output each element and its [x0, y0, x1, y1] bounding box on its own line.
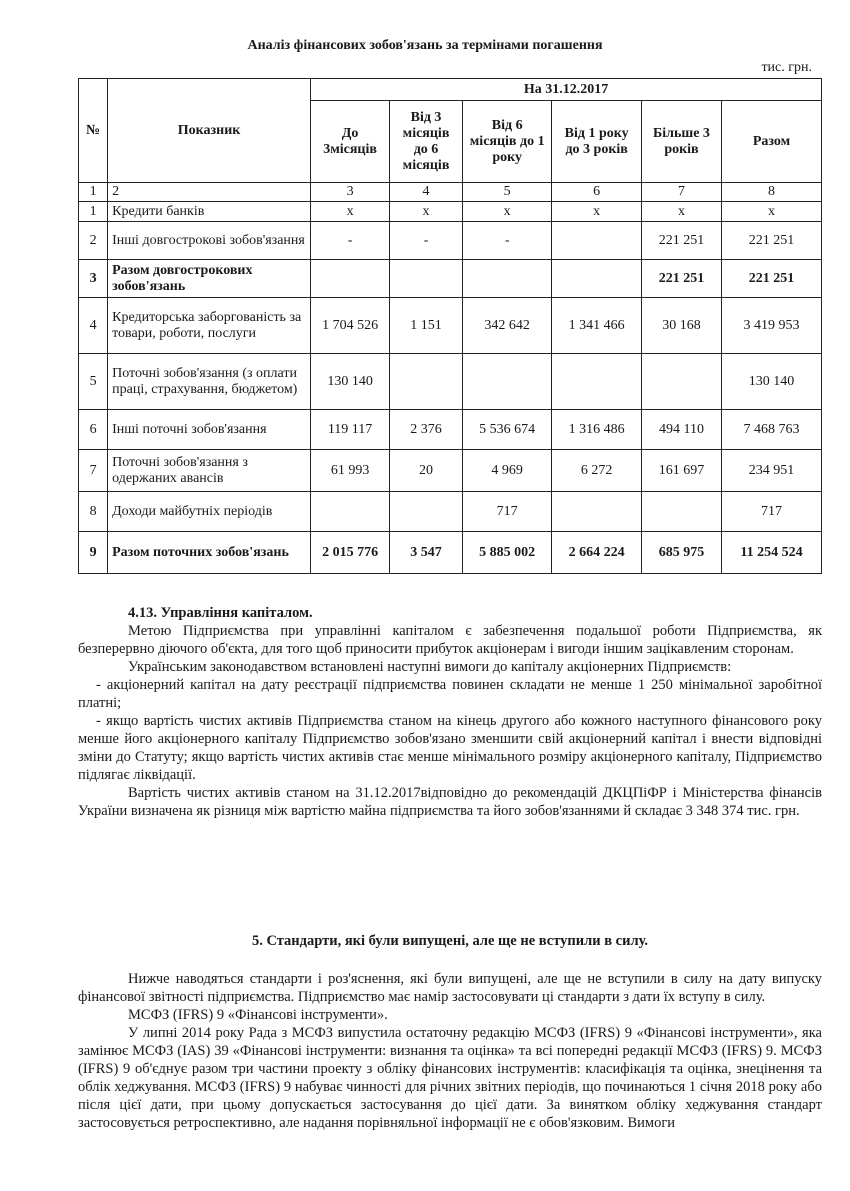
index-cell: 7: [641, 183, 721, 202]
table-row: [79, 450, 822, 492]
cell: 685 975: [641, 532, 721, 574]
bullet-item: - акціонерний капітал на дату реєстрації підприємства повинен складати не менше 1 250 мінімальної заробітної платні;: [78, 677, 822, 711]
cell: [390, 260, 463, 298]
row-no: 4: [79, 298, 108, 354]
header-date: На 31.12.2017: [311, 79, 822, 101]
index-cell: 6: [552, 183, 641, 202]
section-5: [78, 932, 822, 1132]
cell: 1 341 466: [552, 298, 641, 354]
row-name: Поточні зобов'язання з одержаних авансів: [108, 450, 311, 492]
table-row: [79, 202, 822, 222]
cell: [552, 260, 641, 298]
cell: 30 168: [641, 298, 721, 354]
index-cell: 2: [108, 183, 311, 202]
index-cell: 8: [722, 183, 822, 202]
cell: 2 015 776: [311, 532, 390, 574]
paragraph: МСФЗ (IFRS) 9 «Фінансові інструменти».: [128, 1007, 388, 1023]
cell: 1 316 486: [552, 410, 641, 450]
cell: 2 376: [390, 410, 463, 450]
cell: 6 272: [552, 450, 641, 492]
cell: 717: [722, 492, 822, 532]
cell: [641, 354, 721, 410]
cell: -: [311, 222, 390, 260]
cell: [390, 492, 463, 532]
cell: 5 885 002: [462, 532, 551, 574]
table-row: [79, 260, 822, 298]
row-no: 5: [79, 354, 108, 410]
table-row: [79, 222, 822, 260]
header-indicator: Показник: [108, 79, 311, 183]
index-cell: 3: [311, 183, 390, 202]
index-cell: 5: [462, 183, 551, 202]
table-row: [79, 410, 822, 450]
index-cell: 4: [390, 183, 463, 202]
cell: 7 468 763: [722, 410, 822, 450]
cell: 234 951: [722, 450, 822, 492]
row-name: Разом поточних зобов'язань: [108, 532, 311, 574]
cell: 221 251: [722, 260, 822, 298]
cell: 3 547: [390, 532, 463, 574]
section-heading: 4.13. Управління капіталом.: [128, 605, 313, 621]
section-heading: 5. Стандарти, які були випущені, але ще не вступили в силу.: [251, 933, 649, 949]
cell: 130 140: [311, 354, 390, 410]
paragraph: Українським законодавством встановлені наступні вимоги до капіталу акціонерних Підприємств:: [128, 659, 732, 675]
cell: x: [641, 202, 721, 222]
row-no: 7: [79, 450, 108, 492]
index-row: [79, 183, 822, 202]
cell: x: [462, 202, 551, 222]
cell: 494 110: [641, 410, 721, 450]
cell: 1 704 526: [311, 298, 390, 354]
cell: [641, 492, 721, 532]
cell: [462, 354, 551, 410]
header-no: №: [79, 79, 108, 183]
cell: [311, 492, 390, 532]
cell: 717: [462, 492, 551, 532]
header-col-4: Від 1 року до 3 років: [552, 101, 641, 183]
cell: x: [552, 202, 641, 222]
cell: [552, 222, 641, 260]
cell: 3 419 953: [722, 298, 822, 354]
cell: 1 151: [390, 298, 463, 354]
cell: x: [390, 202, 463, 222]
row-name: Інші поточні зобов'язання: [108, 410, 311, 450]
row-name: Інші довгострокові зобов'язання: [108, 222, 311, 260]
cell: -: [462, 222, 551, 260]
paragraph: У липні 2014 року Рада з МСФЗ випустила остаточну редакцію МСФЗ (IFRS) 9 «Фінансові інструменти», яка замінює МСФЗ (IAS) 39 «Фінансові інструменти: визнання та оцінка» та всі попередні редакції МСФЗ (IFRS) 9. МСФЗ (IFRS) 9 об'єднує разом три частини проекту з обліку фінансових інструментів: класифікація та оцінка, знецінення та облік хеджування. МСФЗ (IFRS) 9 набуває чинності для річних звітних періодів, що починаються 1 січня 2018 року або після цієї дати, при цьому допускається застосування до цієї дати. За винятком обліку хеджування стандарт застосовується ретроспективно, але надання порівняльної інформації не є обов'язковим. Вимоги: [78, 1025, 822, 1131]
cell: [390, 354, 463, 410]
cell: 5 536 674: [462, 410, 551, 450]
row-name: Поточні зобов'язання (з оплати праці, страхування, бюджетом): [108, 354, 311, 410]
cell: 20: [390, 450, 463, 492]
header-col-3: Від 6 місяців до 1 року: [462, 101, 551, 183]
table-title: Аналіз фінансових зобов'язань за термінами погашення: [247, 38, 603, 53]
bullet-item: - якщо вартість чистих активів Підприємства станом на кінець другого або кожного наступного фінансового року менше його акціонерного капіталу Підприємство зобов'язано зменшити свій акціонерний капітал і внести відповідні зміни до Статуту; якщо вартість чистих активів стає менше мінімального розміру акціонерного капіталу, Підприємство підлягає ліквідації.: [78, 713, 822, 783]
header-col-6: Разом: [722, 101, 822, 183]
row-name: Кредити банків: [108, 202, 311, 222]
cell: x: [722, 202, 822, 222]
cell: 4 969: [462, 450, 551, 492]
section-4-13: [78, 604, 822, 820]
header-col-2: Від 3 місяців до 6 місяців: [390, 101, 463, 183]
row-name: Разом довгострокових зобов'язань: [108, 260, 311, 298]
cell: 130 140: [722, 354, 822, 410]
table-row: [79, 532, 822, 574]
cell: [552, 492, 641, 532]
row-name: Кредиторська заборгованість за товари, роботи, послуги: [108, 298, 311, 354]
cell: 221 251: [722, 222, 822, 260]
paragraph: Нижче наводяться стандарти і роз'яснення, які були випущені, але ще не вступили в силу на дату випуску фінансової звітності підприємства. Підприємство має намір застосовувати ці стандарти з дати їх вступу в силу.: [78, 971, 822, 1005]
cell: 11 254 524: [722, 532, 822, 574]
cell: 119 117: [311, 410, 390, 450]
row-no: 2: [79, 222, 108, 260]
cell: [311, 260, 390, 298]
cell: 221 251: [641, 260, 721, 298]
paragraph: Метою Підприємства при управлінні капіталом є забезпечення подальшої роботи Підприємства, як безперервно діючого об'єкта, для того щоб приносити прибуток акціонерам і вигоди іншим зацікавленим сторонам.: [78, 623, 822, 657]
cell: 221 251: [641, 222, 721, 260]
cell: [462, 260, 551, 298]
row-no: 8: [79, 492, 108, 532]
row-no: 3: [79, 260, 108, 298]
cell: 161 697: [641, 450, 721, 492]
units-label: тис. грн.: [761, 60, 812, 75]
table-row: [79, 354, 822, 410]
cell: 2 664 224: [552, 532, 641, 574]
table-row: [79, 492, 822, 532]
row-name: Доходи майбутніх періодів: [108, 492, 311, 532]
cell: 342 642: [462, 298, 551, 354]
cell: 61 993: [311, 450, 390, 492]
row-no: 1: [79, 202, 108, 222]
row-no: 6: [79, 410, 108, 450]
paragraph: Вартість чистих активів станом на 31.12.2017відповідно до рекомендацій ДКЦПіФР і Міністерства фінансів України визначена як різниця між вартістю майна підприємства та його зобов'язаннями й складає 3 348 374 тис. грн.: [78, 785, 822, 819]
cell: [552, 354, 641, 410]
cell: -: [390, 222, 463, 260]
row-no: 9: [79, 532, 108, 574]
cell: x: [311, 202, 390, 222]
index-cell: 1: [79, 183, 108, 202]
header-col-1: До 3місяців: [311, 101, 390, 183]
header-col-5: Більше 3 років: [641, 101, 721, 183]
liabilities-table: [78, 78, 822, 574]
table-row: [79, 298, 822, 354]
